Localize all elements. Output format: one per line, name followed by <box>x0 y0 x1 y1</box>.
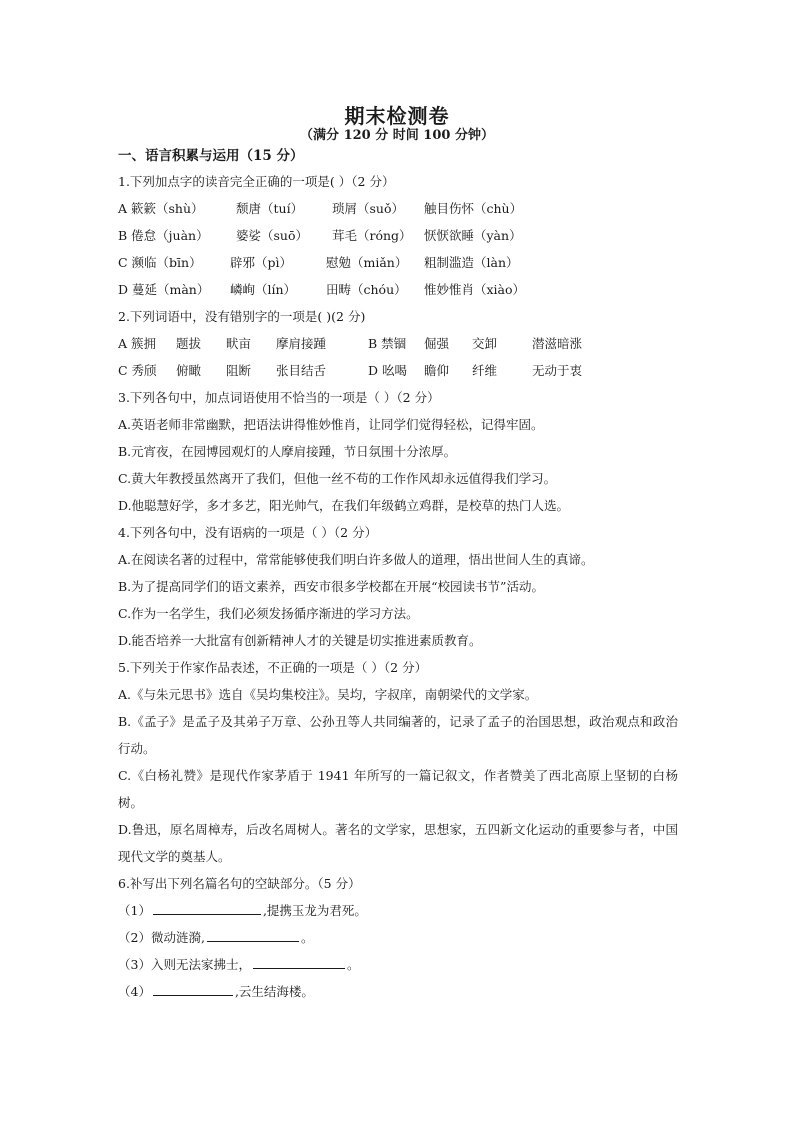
question-3-option-a: A.英语老师非常幽默，把语法讲得惟妙惟肖，让同学们觉得轻松，记得牢固。 <box>118 417 544 432</box>
page-subtitle: （满分 120 分 时间 100 分钟） <box>300 128 494 143</box>
question-6-item-4 <box>118 978 678 1005</box>
question-5-option-b: B.《孟子》是孟子及其弟子万章、公孙丑等人共同编著的，记录了孟子的治国思想，政治观点和政治行动。 <box>118 714 678 756</box>
option-cell: 琐屑（suǒ） <box>332 201 404 216</box>
option-cell: 张目结舌 <box>276 363 327 378</box>
option-cell: 倔强 <box>424 336 450 351</box>
option-cell: D 蔓延（màn） <box>118 282 210 297</box>
question-4-option-b: B.为了提高同学们的语文素养，西安市很多学校都在开展“校园读书节”活动。 <box>118 579 544 594</box>
option-cell: 粗制滥造（làn） <box>424 255 519 270</box>
question-2-stem: 2.下列词语中，没有错别字的一项是( )(2 分) <box>118 309 366 324</box>
question-1-option-b <box>118 222 678 249</box>
question-1-option-c <box>118 249 678 276</box>
question-6-item-2 <box>118 924 678 951</box>
item-number: （2） <box>118 930 151 945</box>
question-5-option-c: C.《白杨礼赞》是现代作家茅盾于 1941 年所写的一篇记叙文，作者赞美了西北高原上坚韧的白杨树。 <box>118 768 678 810</box>
question-2-row-ab <box>118 330 678 357</box>
option-cell: 颓唐（tuí） <box>236 201 304 216</box>
option-cell: B 禁锢 <box>368 336 407 351</box>
answer-blank[interactable] <box>153 980 233 996</box>
option-cell: 摩肩接踵 <box>276 336 327 351</box>
item-number: （1） <box>118 903 151 918</box>
option-cell: 畎亩 <box>226 336 252 351</box>
item-text-after: ,云生结海楼。 <box>234 984 314 999</box>
question-5-stem: 5.下列关于作家作品表述，不正确的一项是（ ）（2 分） <box>118 660 428 675</box>
item-text-before: 微动涟漪, <box>150 930 205 945</box>
question-6-item-1 <box>118 897 678 924</box>
question-6-stem: 6.补写出下列名篇名句的空缺部分。（5 分） <box>118 876 361 891</box>
question-3-option-b: B.元宵夜，在园博园观灯的人摩肩接踵，节日氛围十分浓厚。 <box>118 444 457 459</box>
option-cell: 恹恹欲睡（yàn） <box>424 228 522 243</box>
item-text-after: 。 <box>300 930 314 945</box>
question-3-option-d: D.他聪慧好学，多才多艺，阳光帅气，在我们年级鹤立鸡群，是校草的热门人选。 <box>118 498 570 513</box>
answer-blank[interactable] <box>153 899 261 915</box>
option-cell: A 簇拥 <box>118 336 157 351</box>
question-2-row-cd <box>118 357 678 384</box>
option-cell: 俯瞰 <box>176 363 202 378</box>
question-4-option-d: D.能否培养一大批富有创新精神人才的关键是切实推进素质教育。 <box>118 633 482 648</box>
option-cell: 慰勉（miǎn） <box>326 255 408 270</box>
option-cell: 嶙峋（lín） <box>230 282 297 297</box>
option-cell: 茸毛（róng） <box>332 228 412 243</box>
question-5-option-d: D.鲁迅，原名周樟寿，后改名周树人。著名的文学家，思想家，五四新文化运动的重要参与者，中国现代文学的奠基人。 <box>118 822 678 864</box>
option-cell: A 簌簌（shù） <box>118 201 204 216</box>
item-text-before: 入则无法家拂士， <box>150 957 251 972</box>
question-5-option-a: A.《与朱元思书》选自《吴均集校注》。吴均，字叔庠，南朝梁代的文学家。 <box>118 687 538 702</box>
option-cell: 瞻仰 <box>424 363 450 378</box>
question-1-option-a <box>118 195 678 222</box>
option-cell: 惟妙惟肖（xiào） <box>424 282 526 297</box>
question-4-stem: 4.下列各句中，没有语病的一项是（ ）（2 分） <box>118 525 378 540</box>
answer-blank[interactable] <box>253 953 345 969</box>
question-3-stem: 3.下列各句中，加点词语使用不恰当的一项是（ ）（2 分） <box>118 390 440 405</box>
option-cell: C 濒临（bīn） <box>118 255 202 270</box>
option-cell: D 吆喝 <box>368 363 407 378</box>
page-title: 期末检测卷 <box>344 104 450 128</box>
option-cell: B 倦怠（juàn） <box>118 228 209 243</box>
option-cell: 辟邪（pì） <box>230 255 292 270</box>
question-4-option-c: C.作为一名学生，我们必须发扬循序渐进的学习方法。 <box>118 606 419 621</box>
section-heading: 一、语言积累与运用（15 分） <box>118 148 304 164</box>
option-cell: 无动于衷 <box>532 363 583 378</box>
option-cell: 潜滋暗涨 <box>532 336 583 351</box>
question-content <box>118 168 678 1005</box>
option-cell: 婆娑（suō） <box>236 228 308 243</box>
question-1-option-d <box>118 276 678 303</box>
item-text-after: ,提携玉龙为君死。 <box>262 903 367 918</box>
option-cell: 交卸 <box>472 336 498 351</box>
answer-blank[interactable] <box>207 926 299 942</box>
question-4-option-a: A.在阅读名著的过程中，常常能够使我们明白许多做人的道理，悟出世间人生的真谛。 <box>118 552 594 567</box>
item-text-after: 。 <box>346 957 360 972</box>
item-number: （3） <box>118 957 151 972</box>
option-cell: 田畴（chóu） <box>326 282 407 297</box>
option-cell: 阻断 <box>226 363 252 378</box>
option-cell: 触目伤怀（chù） <box>424 201 523 216</box>
question-6-item-3 <box>118 951 678 978</box>
question-3-option-c: C.黄大年教授虽然离开了我们，但他一丝不苟的工作作风却永远值得我们学习。 <box>118 471 557 486</box>
option-cell: 纤维 <box>472 363 498 378</box>
item-number: （4） <box>118 984 151 999</box>
question-1-stem: 1.下列加点字的读音完全正确的一项是( ）（2 分） <box>118 174 395 189</box>
option-cell: C 秀颀 <box>118 363 157 378</box>
option-cell: 题拔 <box>176 336 202 351</box>
